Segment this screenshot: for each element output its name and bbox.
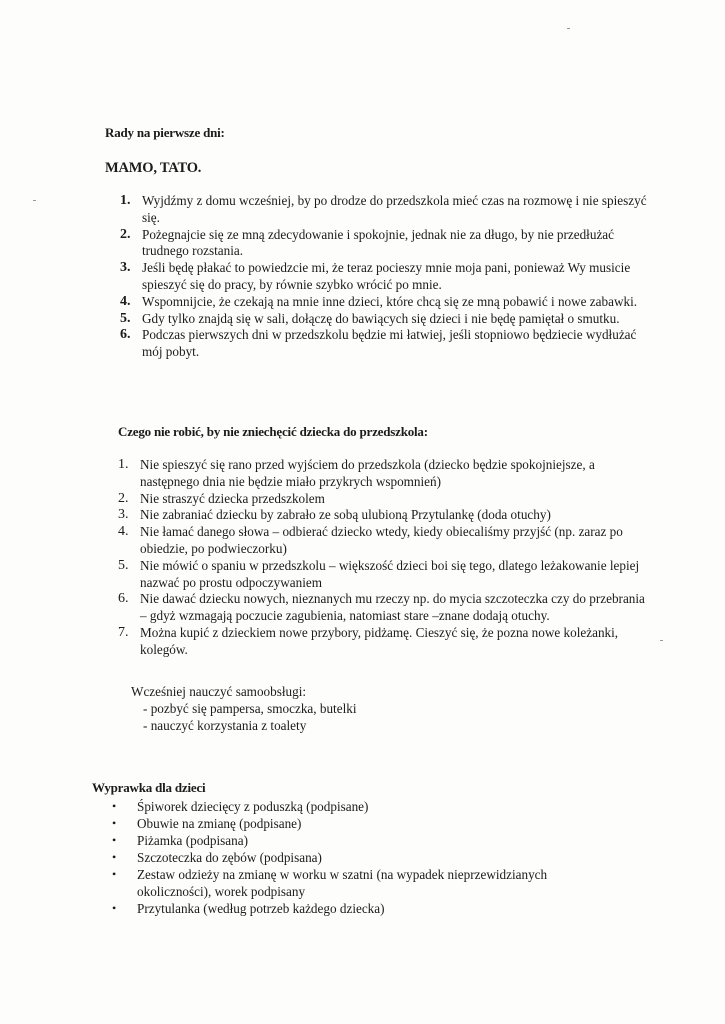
bullet-item	[110, 832, 610, 849]
section1-list	[120, 193, 652, 361]
item-number: 3.	[118, 507, 129, 523]
scan-speck	[567, 28, 570, 29]
list-item	[120, 193, 652, 227]
bullet-text: Przytulanka (według potrzeb każdego dziecka)	[137, 901, 385, 916]
bullet-icon: •	[112, 833, 117, 847]
section2-list	[118, 457, 648, 659]
list-item	[118, 558, 648, 592]
list-item	[120, 294, 652, 311]
item-number: 4.	[120, 293, 131, 309]
item-text: Podczas pierwszych dni w przedszkolu będzie mi łatwiej, jeśli stopniowo będziecie wydłużać mój pobyt.	[142, 327, 637, 360]
list-item	[118, 457, 648, 491]
section2-title: Czego nie robić, by nie zniechęcić dziecka do przedszkola:	[118, 424, 428, 439]
item-text: Wyjdźmy z domu wcześniej, by po drodze do przedszkola mieć czas na rozmowę i nie spieszyć się.	[142, 193, 647, 225]
item-number: 6.	[120, 327, 131, 343]
bullet-text: Śpiworek dziecięcy z poduszką (podpisane)	[137, 799, 369, 814]
item-text: Nie spieszyć się rano przed wyjściem do przedszkola (dziecko będzie spokojniejsze, a następnego dnia nie będzie miało przykrych wspomnień)	[140, 457, 595, 489]
item-text: Nie łamać danego słowa – odbierać dziecko wtedy, kiedy obiecaliśmy przyjść (np. zaraz po obiedzie, po podwieczorku)	[140, 524, 623, 556]
item-number: 3.	[120, 260, 131, 276]
bullet-item	[110, 798, 610, 815]
item-number: 5.	[120, 310, 131, 326]
list-item	[118, 524, 648, 558]
list-item	[120, 327, 652, 361]
item-text: Nie straszyć dziecka przedszkolem	[140, 490, 325, 506]
bullet-text: Obuwie na zmianę (podpisane)	[137, 816, 302, 831]
bullet-text: Szczoteczka do zębów (podpisana)	[137, 850, 322, 865]
item-number: 2.	[120, 226, 131, 242]
bullet-text: Zestaw odzieży na zmianę w worku w szatni (na wypadek nieprzewidzianych okoliczności), worek podpisany	[137, 867, 548, 899]
item-text: Można kupić z dzieckiem nowe przybory, pidżamę. Cieszyć się, że pozna nowe koleżanki, kolegów.	[140, 624, 619, 657]
self-service-heading: Wcześniej nauczyć samoobsługi:	[131, 684, 307, 699]
item-number: 5.	[118, 557, 129, 573]
item-number: 6.	[118, 591, 129, 607]
section1-title: Rady na pierwsze dni:	[105, 125, 225, 140]
bullet-item	[110, 815, 610, 832]
bullet-item	[110, 866, 610, 900]
item-text: Gdy tylko znajdą się w sali, dołączę do bawiących się dzieci i nie będę pamiętał o smutku.	[142, 310, 620, 326]
section1-subtitle: MAMO, TATO.	[105, 160, 202, 176]
bullet-item	[110, 900, 610, 917]
list-item	[120, 260, 652, 294]
item-text: Jeśli będę płakać to powiedzcie mi, że teraz pocieszy mnie moja pani, ponieważ Wy musicie spieszyć się do pracy, by równie szybko wrócić po mnie.	[142, 260, 631, 292]
scan-speck	[660, 640, 663, 641]
item-number: 4.	[118, 524, 129, 540]
item-number: 2.	[118, 490, 129, 506]
section3-title: Wyprawka dla dzieci	[92, 780, 206, 795]
list-item	[118, 591, 648, 625]
item-number: 1.	[118, 457, 129, 472]
bullet-icon: •	[112, 901, 117, 915]
self-service-item: - nauczyć korzystania z toalety	[143, 718, 307, 733]
item-text: Wspomnijcie, że czekają na mnie inne dzieci, które chcą się ze mną pobawić i nowe zabawki.	[142, 293, 638, 309]
item-text: Nie mówić o spaniu w przedszkolu – większość dzieci boi się tego, dlatego leżakowanie lepiej nazwać po prostu odpoczywaniem	[140, 557, 640, 590]
list-item	[120, 227, 652, 261]
item-text: Pożegnajcie się ze mną zdecydowanie i spokojnie, jednak nie za długo, by nie przedłużać trudnego rozstania.	[142, 226, 615, 259]
self-service-item: - pozbyć się pampersa, smoczka, butelki	[143, 701, 357, 716]
list-item	[120, 311, 652, 328]
bullet-icon: •	[112, 816, 117, 830]
item-text: Nie dawać dziecku nowych, nieznanych mu rzeczy np. do mycia szczoteczka czy do przebrania – gdyż wzmagają poczucie zagubienia, natomiast stare –znane dodają otuchy.	[140, 591, 645, 624]
bullet-icon: •	[112, 850, 117, 864]
list-item	[118, 507, 648, 524]
item-number: 1.	[120, 193, 131, 208]
bullet-text: Piżamka (podpisana)	[137, 833, 248, 848]
list-item	[118, 625, 648, 659]
bullet-icon: •	[112, 867, 117, 881]
item-number: 7.	[118, 624, 129, 640]
bullet-icon: •	[112, 799, 117, 813]
bullet-item	[110, 849, 610, 866]
item-text: Nie zabraniać dziecku by zabrało ze sobą ulubioną Przytulankę (doda otuchy)	[140, 507, 551, 523]
list-item	[118, 491, 648, 508]
scan-speck	[33, 200, 36, 201]
layette-list	[110, 798, 610, 917]
